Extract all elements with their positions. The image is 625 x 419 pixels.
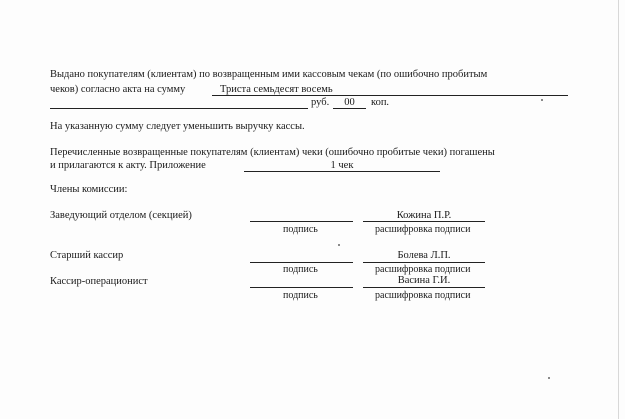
member-name: Болева Л.П. <box>397 250 451 261</box>
paragraph1-line2-prefix: чеков) согласно акта на сумму <box>50 84 186 95</box>
member-role: Старший кассир <box>50 250 124 261</box>
commission-heading: Члены комиссии: <box>50 184 128 195</box>
attachment-value: 1 чек <box>330 160 354 171</box>
decode-caption: расшифровка подписи <box>375 224 471 235</box>
paragraph1-line1: Выдано покупателям (клиентам) по возвращенным ими кассовым чекам (по ошибочно пробитым <box>50 69 488 80</box>
signature-caption: подпись <box>283 224 318 235</box>
paragraph3-line1: Перечисленные возвращенные покупателям (клиентам) чеки (ошибочно пробитые чеки) погашены <box>50 147 495 158</box>
signature-line <box>250 262 353 263</box>
name-line <box>363 287 485 288</box>
member-role: Кассир-операционист <box>50 276 148 287</box>
kop-label: коп. <box>371 97 390 108</box>
paragraph3-line2-prefix: и прилагаются к акту. Приложение <box>50 160 206 171</box>
amount-continuation-line <box>50 108 308 109</box>
paragraph2: На указанную сумму следует уменьшить выручку кассы. <box>50 121 305 132</box>
signature-caption: подпись <box>283 264 318 275</box>
rub-label: руб. <box>311 97 330 108</box>
decode-caption: расшифровка подписи <box>375 290 471 301</box>
member-name: Кожина П.Р. <box>396 210 452 221</box>
decode-caption: расшифровка подписи <box>375 264 471 275</box>
scan-speck <box>338 244 340 246</box>
signature-caption: подпись <box>283 290 318 301</box>
scan-speck <box>541 99 543 101</box>
name-line <box>363 262 485 263</box>
signature-line <box>250 287 353 288</box>
scan-edge <box>618 0 619 419</box>
scan-speck <box>548 377 550 379</box>
amount-words: Триста семьдесят восемь <box>220 84 333 95</box>
signature-line <box>250 221 353 222</box>
member-name: Васина Г.И. <box>397 275 451 286</box>
kop-value: 00 <box>344 97 355 108</box>
member-role: Заведующий отделом (секцией) <box>50 210 192 221</box>
